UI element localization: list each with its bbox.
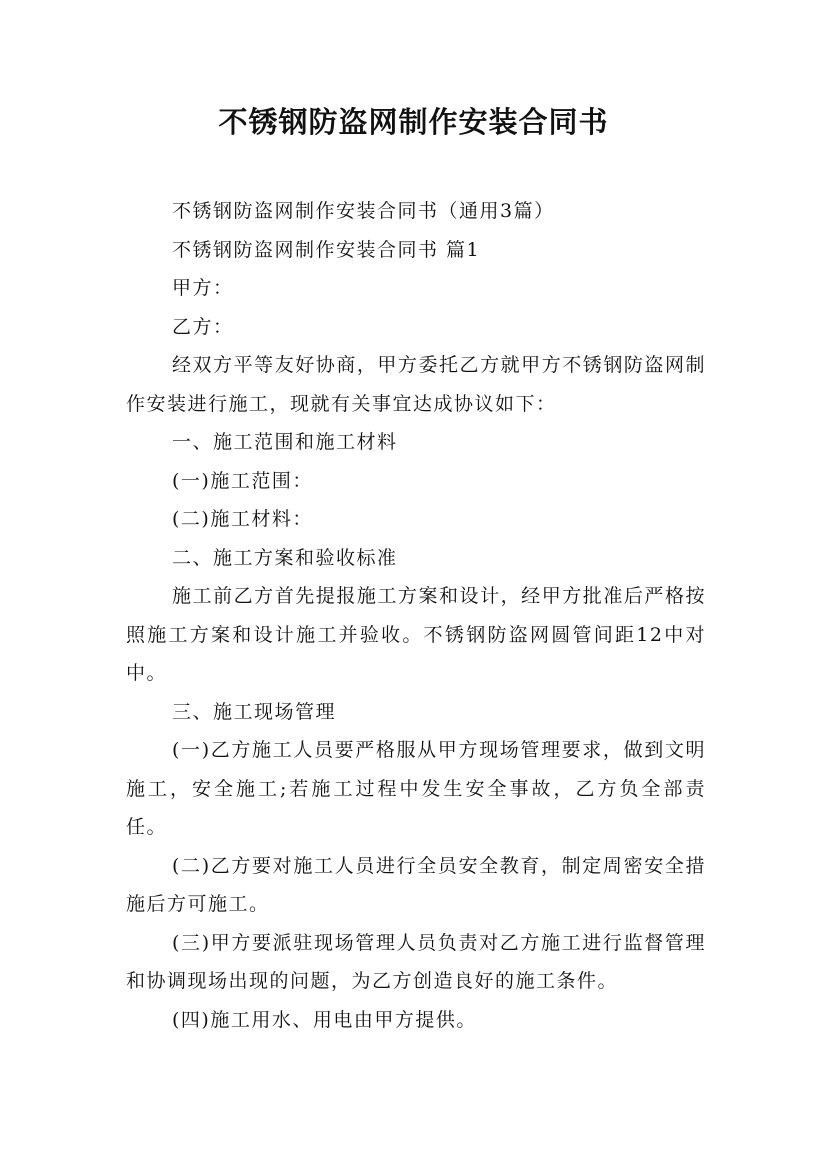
paragraph-intro: 经双方平等友好协商，甲方委托乙方就甲方不锈钢防盗网制作安装进行施工，现就有关事宜达成协议如下： (126, 354, 706, 415)
paragraph-item: (三)甲方要派驻现场管理人员负责对乙方施工进行监督管理和协调现场出现的问题，为乙方创造良好的施工条件。 (126, 931, 706, 992)
paragraph-heading-3: 三、施工现场管理 (172, 700, 337, 723)
paragraph-item: (四)施工用水、用电由甲方提供。 (172, 1008, 477, 1031)
paragraph-heading-1: 一、施工范围和施工材料 (172, 431, 398, 453)
paragraph-subtitle: 不锈钢防盗网制作安装合同书（通用3篇） (172, 200, 555, 222)
paragraph-body: 施工前乙方首先提报施工方案和设计，经甲方批准后严格按照施工方案和设计施工并验收。不锈钢防盗网圆管间距12中对中。 (126, 585, 706, 684)
document-body (126, 192, 706, 1039)
paragraph-item: (二)乙方要对施工人员进行全员安全教育，制定周密安全措施后方可施工。 (126, 854, 706, 915)
document-title: 不锈钢防盗网制作安装合同书 (218, 105, 609, 139)
paragraph-item: (二)施工材料： (172, 508, 313, 530)
paragraph-party-b: 乙方： (172, 315, 234, 338)
paragraph-party-a: 甲方： (172, 277, 234, 299)
paragraph-section-heading: 不锈钢防盗网制作安装合同书 篇1 (172, 238, 481, 261)
paragraph-item: (一)施工范围： (172, 469, 313, 492)
paragraph-item: (一)乙方施工人员要严格服从甲方现场管理要求，做到文明施工，安全施工;若施工过程中发生安全事故，乙方负全部责任。 (126, 739, 706, 838)
paragraph-heading-2: 二、施工方案和验收标准 (172, 546, 398, 569)
